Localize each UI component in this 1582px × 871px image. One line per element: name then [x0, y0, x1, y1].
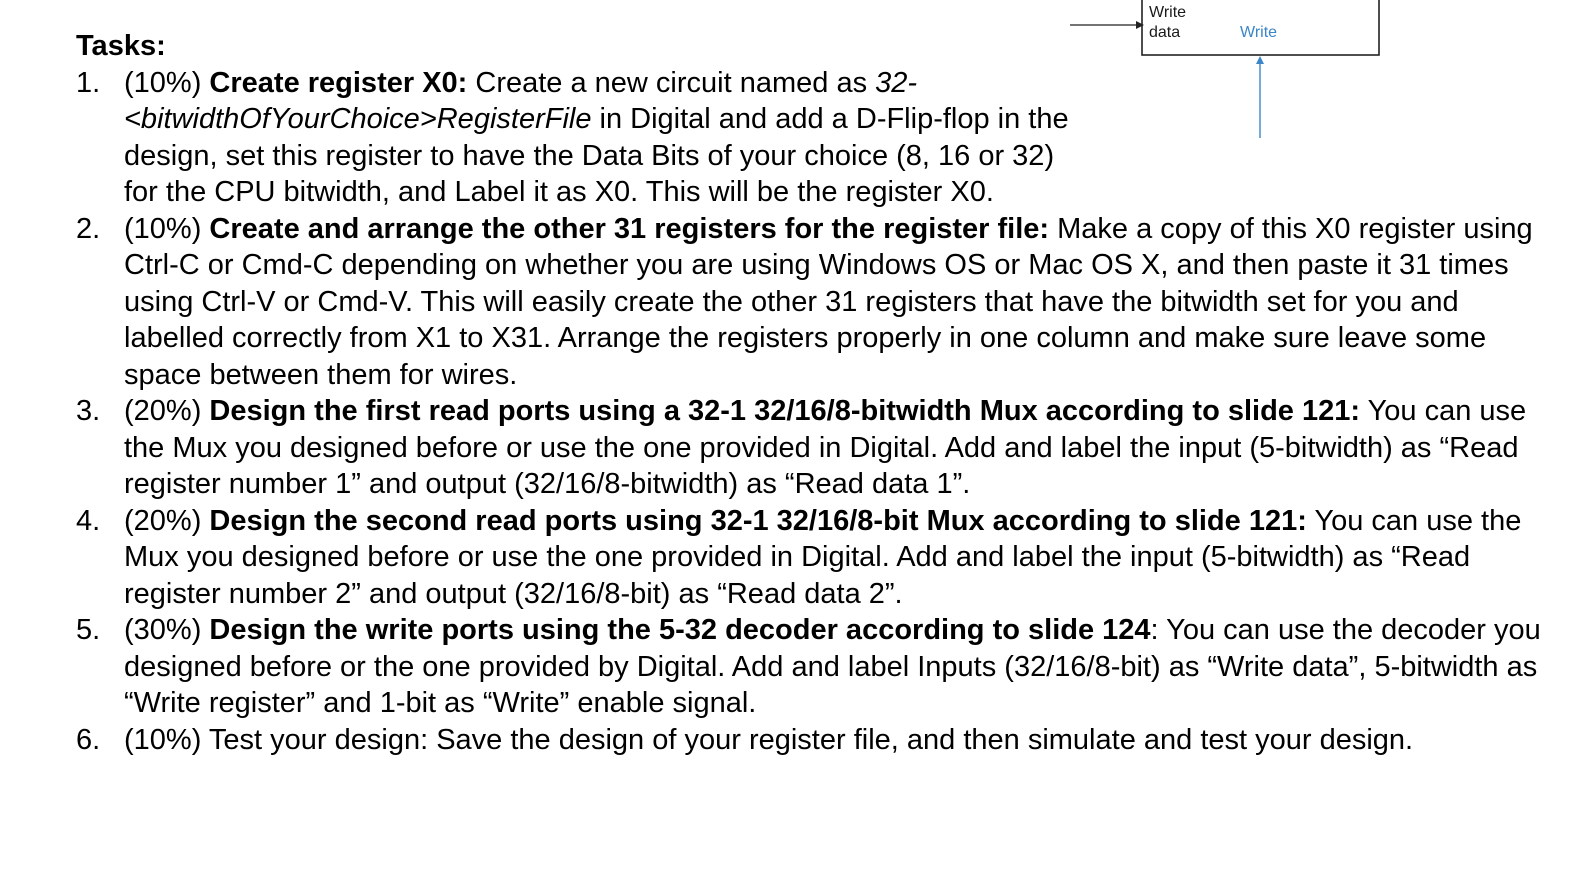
task-bold-title: Design the write ports using the 5-32 decoder according to slide 124 [209, 614, 1151, 646]
task-number: 6. [76, 723, 101, 756]
task-text: You can use the Mux you designed before or use the one provided in Digital. Add and label the input (5-bitwidth) as “Read register number 1” and output (32/16/8-bitwidth) as “Read data 1”. [124, 395, 1527, 500]
task-text: Create a new circuit named as [475, 66, 868, 99]
task-item-3 [76, 393, 1556, 503]
tasks-section [76, 28, 1556, 758]
task-text: You can use the Mux you designed before or use the one provided in Digital. Add and label the input (5-bitwidth) as “Read register number 2” and output (32/16/8-bit) as “Read data 2”. [124, 504, 1522, 610]
task-bold-title: Create and arrange the other 31 registers for the register file: [209, 212, 1050, 245]
task-percent: (20%) [124, 395, 202, 427]
tasks-heading: Tasks: [76, 30, 166, 62]
task-percent: (10%) [124, 212, 202, 245]
task-percent: (30%) [124, 614, 202, 646]
task-text: Test your design: Save the design of your register file, and then simulate and test your design. [208, 723, 1414, 756]
task-text: : You can use the decoder you designed before or the one provided by Digital. Add and label Inputs (32/16/8-bit) as “Write data”, 5-bitwidth as “Write register” and 1-bit as “Write” enable signal. [124, 614, 1541, 719]
task-bold-title: Design the first read ports using a 32-1 32/16/8-bitwidth Mux according to slide 121: [209, 395, 1361, 427]
task-item-2 [76, 211, 1556, 394]
task-item-1 [76, 65, 1084, 211]
task-number: 5. [76, 614, 101, 646]
task-bold-title: Create register X0: [209, 66, 468, 99]
task-number: 2. [76, 212, 101, 245]
task-bold-title: Design the second read ports using 32-1 32/16/8-bit Mux according to slide 121: [209, 504, 1307, 537]
task-item-4 [76, 503, 1556, 613]
task-number: 4. [76, 504, 101, 537]
task-number: 1. [76, 66, 101, 99]
task-percent: (10%) [124, 723, 202, 756]
write-data-label-line1: Write [1149, 4, 1187, 21]
task-italic-text: 32-<bitwidthOfYourChoice>RegisterFile [124, 66, 918, 135]
task-item-6 [76, 722, 1556, 759]
task-text: in Digital and add a D-Flip-flop in the design, set this register to have the Data Bits of your choice (8, 16 or 32) for the CPU bitwidth, and Label it as X0. This will be the register X0. [124, 103, 1069, 208]
task-text: Make a copy of this X0 register using Ctrl-C or Cmd-C depending on whether you are using Windows OS or Mac OS X, and then paste it 31 times using Ctrl-V or Cmd-V. This will easily create the other 31 registers that have the bitwidth set for you and labelled correctly from X1 to X31. Arrange the registers properly in one column and make sure leave some space between them for wires. [124, 212, 1533, 391]
write-data-label-line2: data [1149, 24, 1181, 41]
task-number: 3. [76, 395, 101, 427]
task-item-5 [76, 612, 1556, 722]
task-percent: (20%) [124, 504, 202, 537]
write-enable-label: Write [1240, 24, 1278, 41]
task-percent: (10%) [124, 66, 202, 99]
